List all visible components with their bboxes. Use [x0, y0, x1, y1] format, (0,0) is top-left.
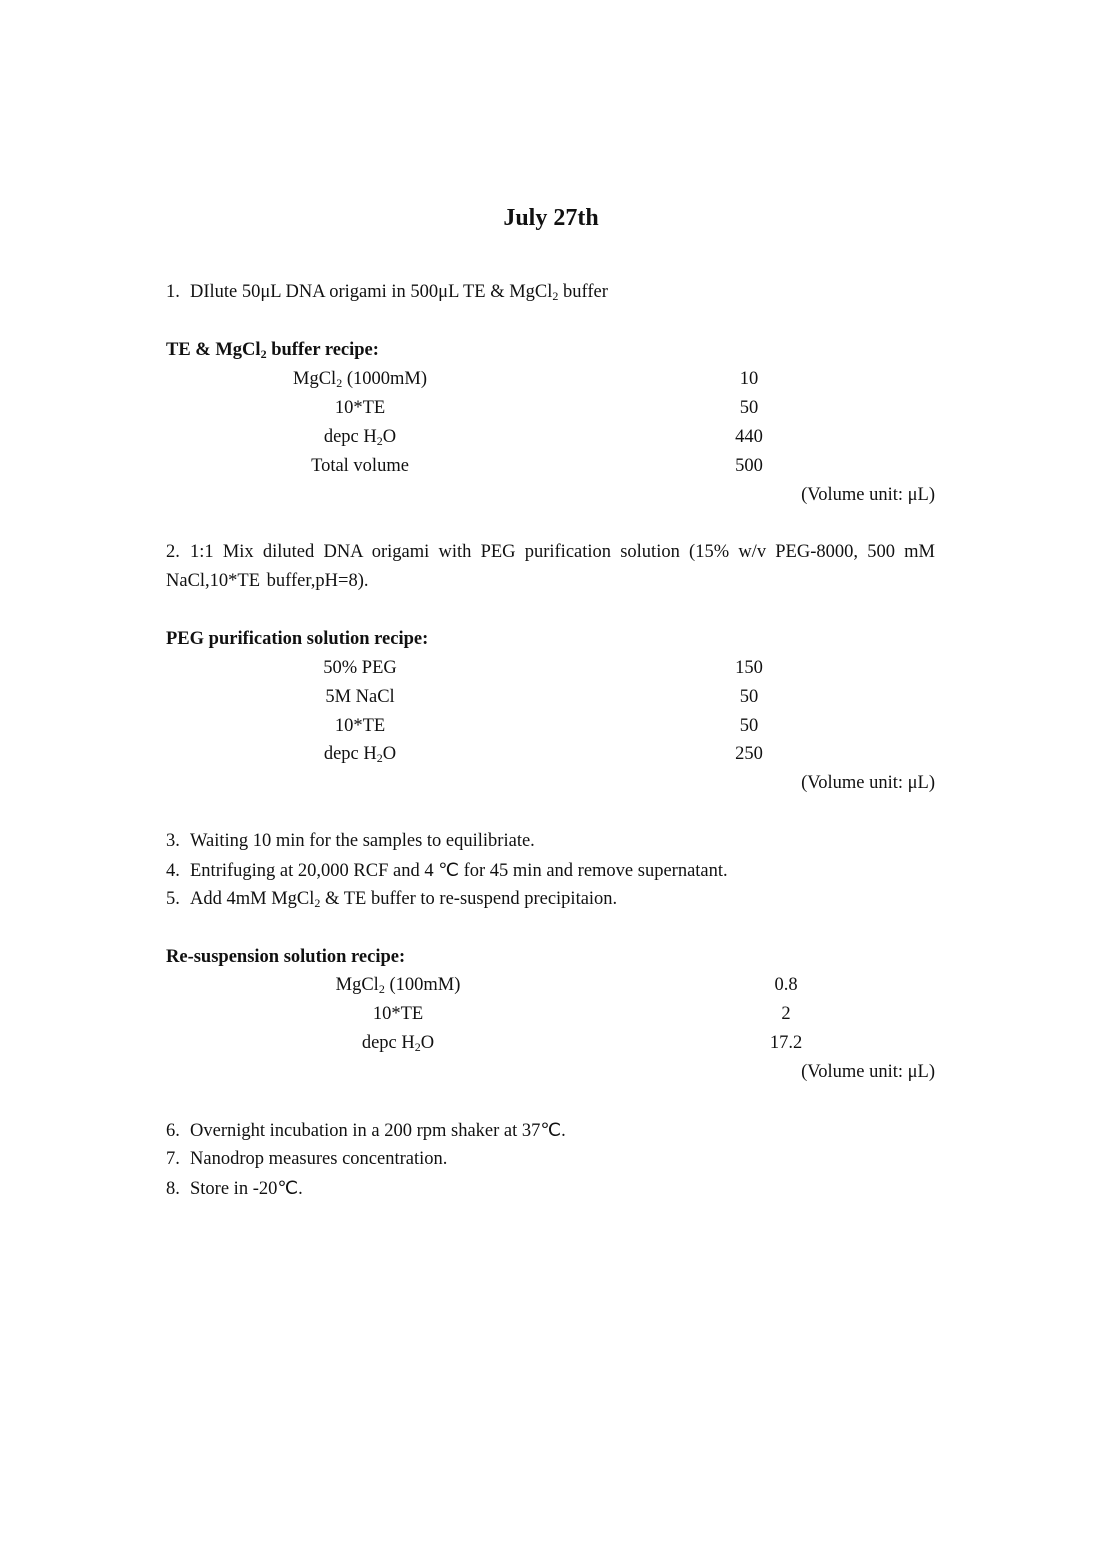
step-text: Store in -20℃.: [190, 1179, 303, 1199]
ingredient-value: 10: [739, 369, 759, 389]
recipe-row: [0, 744, 1102, 773]
heading-text: TE & MgCl: [166, 340, 261, 360]
step-text: DIlute 50μL DNA origami in 500μL TE & MgCl: [190, 282, 553, 302]
ingredient-value: 50: [739, 716, 759, 736]
recipe-heading-resuspension: Re-suspension solution recipe:: [166, 947, 406, 967]
ingredient-value: 150: [735, 658, 763, 678]
step-number: 3.: [166, 831, 180, 851]
recipe-row: [0, 658, 1102, 687]
recipe-row-total: [0, 456, 1102, 485]
subscript: 2: [314, 896, 321, 910]
step-number: 2.: [166, 542, 180, 562]
recipe-row: [0, 1004, 1102, 1033]
ingredient-name: depc $H_2O$: [323, 427, 397, 448]
ingredient-value: 50: [739, 687, 759, 707]
subscript: 2: [260, 347, 267, 361]
step-number: 4.: [166, 861, 180, 881]
step-number: 5.: [166, 889, 180, 909]
ingredient-value: 50: [739, 398, 759, 418]
recipe-row: [0, 369, 1102, 398]
recipe-heading-peg: PEG purification solution recipe:: [166, 629, 429, 649]
recipe-row: [0, 1033, 1102, 1062]
step-4: [166, 860, 728, 882]
step-text: Overnight incubation in a 200 rpm shaker at 37℃.: [190, 1121, 566, 1141]
step-1: [166, 282, 608, 303]
ingredient-name: 50% PEG: [323, 658, 397, 678]
step-3: [166, 831, 535, 852]
ingredient-name: 10*TE: [334, 716, 386, 736]
volume-unit-note: (Volume unit: μL): [801, 1062, 935, 1082]
volume-unit-note: (Volume unit: μL): [801, 773, 935, 793]
ingredient-value: 17.2: [769, 1033, 803, 1053]
ingredient-value: 0.8: [774, 975, 798, 995]
step-text-cont: & TE buffer to re-suspend precipitaion.: [320, 889, 618, 909]
step-number: 6.: [166, 1121, 180, 1141]
step-6: [166, 1120, 566, 1142]
heading-text-cont: buffer recipe:: [266, 340, 379, 360]
recipe-row: [0, 427, 1102, 456]
step-number: 8.: [166, 1179, 180, 1199]
ingredient-name: depc $H_2O$: [361, 1033, 435, 1054]
recipe-row: [0, 716, 1102, 745]
step-text: Waiting 10 min for the samples to equilibriate.: [190, 831, 535, 851]
ingredient-name: 10*TE: [372, 1004, 424, 1024]
step-text: Nanodrop measures concentration.: [190, 1149, 448, 1169]
step-2: [166, 538, 935, 596]
recipe-row: [0, 398, 1102, 427]
ingredient-name: 10*TE: [334, 398, 386, 418]
ingredient-name: MgCl$_2$ (1000mM): [293, 369, 427, 390]
step-number: 1.: [166, 282, 180, 302]
page-title: July 27th: [503, 205, 599, 231]
ingredient-value: 440: [735, 427, 763, 447]
recipe-row: [0, 687, 1102, 716]
step-7: [166, 1149, 447, 1170]
step-text-cont: buffer: [558, 282, 608, 302]
step-text: 1:1 Mix diluted DNA origami with PEG purification solution (15% w/v PEG-8000, 500 mM NaCl,10*TE buffer,pH=8).: [166, 542, 935, 591]
ingredient-name: 5M NaCl: [325, 687, 395, 707]
step-text: Entrifuging at 20,000 RCF and 4 ℃ for 45 min and remove supernatant.: [190, 861, 728, 881]
recipe-row: [0, 975, 1102, 1004]
step-number: 7.: [166, 1149, 180, 1169]
subscript: 2: [552, 289, 559, 303]
ingredient-value: 500: [735, 456, 763, 476]
ingredient-name: depc $H_2O$: [323, 744, 397, 765]
step-8: [166, 1178, 303, 1200]
ingredient-value: 250: [735, 744, 763, 764]
ingredient-name: Total volume: [311, 456, 409, 476]
ingredient-value: 2: [781, 1004, 791, 1024]
step-5: [166, 889, 617, 910]
volume-unit-note: (Volume unit: μL): [801, 485, 935, 505]
step-text: Add 4mM MgCl: [190, 889, 315, 909]
ingredient-name: MgCl$_2$ (100mM): [335, 975, 461, 996]
recipe-heading-te-mgcl2: [166, 340, 379, 361]
